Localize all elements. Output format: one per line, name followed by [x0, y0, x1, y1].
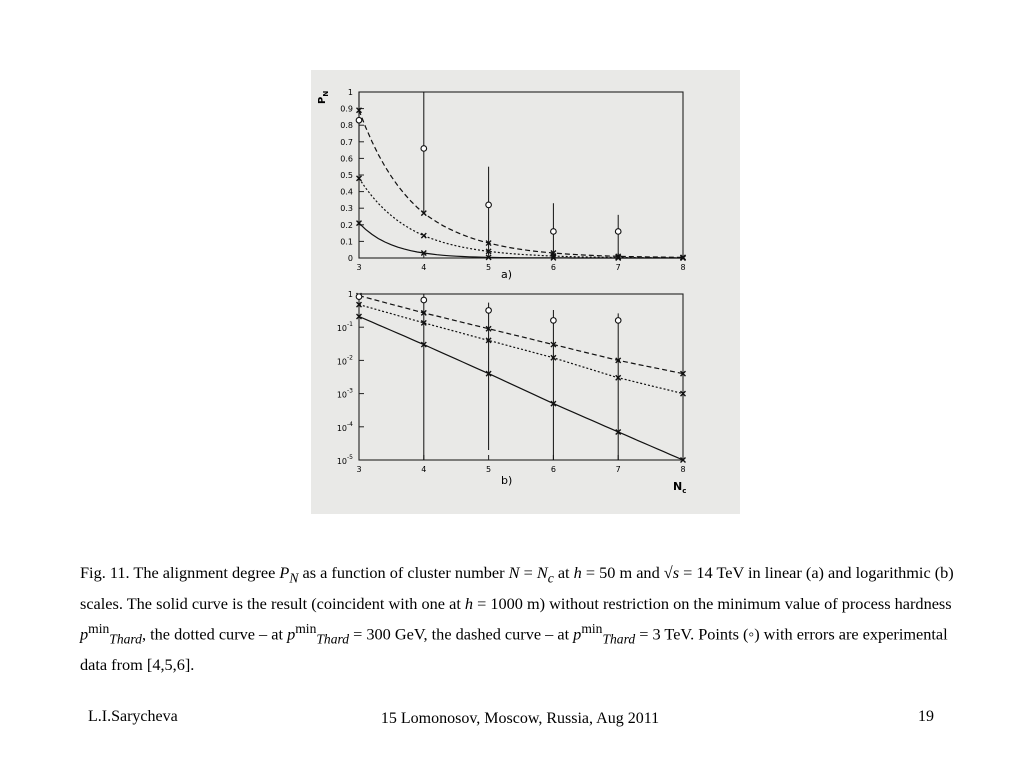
panel-a-xtick-label: 5 [486, 263, 492, 272]
panel-b-ytick-label: $10^{-2}$ [336, 354, 353, 367]
panel-b-data-point [486, 308, 492, 314]
caption-var: p [80, 624, 89, 644]
caption-var: h [464, 593, 474, 613]
panel-a-frame [359, 92, 683, 258]
panel-a-xtick-label: 6 [550, 263, 556, 272]
panel-a-xtick-label: 3 [356, 263, 362, 272]
panel-b-xtick-label: 8 [680, 465, 686, 474]
panel-a-data-point [421, 146, 427, 152]
caption-text: = 1000 m) without restriction on the minimum value of process hardness [473, 593, 952, 613]
panel-a-ytick-label: 0.9 [340, 104, 353, 114]
footer-event: 15 Lomonosov, Moscow, Russia, Aug 2011 [380, 710, 660, 727]
caption-sub: Thard [316, 631, 350, 647]
panel-a-dashed-curve [359, 110, 683, 257]
footer-author: L.I.Sarycheva [88, 708, 178, 725]
panel-b-data-point [421, 297, 427, 303]
panel-b-data-point [551, 318, 557, 324]
caption-sub: c [547, 570, 554, 586]
panel-a-data-point [615, 229, 621, 235]
caption-var: h [573, 563, 582, 582]
panel-a-xtick-label: 4 [421, 263, 427, 272]
caption-sup: min [88, 621, 110, 637]
caption-sub: Thard [109, 631, 142, 647]
panel-a-ytick-label: 0.7 [340, 137, 353, 147]
caption-text: , the dotted curve – at [141, 624, 288, 644]
panel-a-ytick-label: 0 [347, 254, 353, 263]
panel-a-data-point [551, 229, 557, 235]
caption-var: p [573, 624, 582, 644]
panel-a-data-point [486, 202, 492, 208]
panel-b-xtick-label: 4 [421, 465, 427, 474]
caption-sub: N [289, 570, 299, 586]
panel-b-xtick-label: 6 [550, 465, 556, 474]
panel-b-ytick-label: $10^{-5}$ [336, 454, 353, 466]
panel-a [317, 88, 686, 281]
panel-b-ytick-label: $10^{-1}$ [336, 321, 353, 334]
panel-b-xlabel: $N_c$ [673, 480, 687, 495]
figure-scan [311, 70, 740, 514]
caption-sub: Thard [602, 631, 636, 647]
caption-text: = 50 m and √ [581, 563, 673, 582]
panel-b-data-point [356, 294, 362, 300]
figure-svg [311, 70, 740, 514]
caption-var: P [279, 563, 290, 582]
caption-text: as a function of cluster number [298, 563, 509, 582]
caption-text: = 3 TeV. Points (◦) with errors are experimental data from [4,5,6]. [80, 624, 948, 675]
panel-b-dotted-curve [359, 305, 683, 394]
panel-a-ytick-label: 0.8 [340, 121, 353, 131]
caption-text: = [519, 563, 537, 582]
panel-b-xtick-label: 7 [615, 465, 621, 474]
panel-a-ylabel: $P_N$ [317, 90, 330, 104]
panel-a-xtick-label: 8 [680, 263, 686, 272]
panel-a-label: a) [501, 268, 513, 281]
figure-caption [80, 560, 960, 678]
panel-b-ytick-label: $10^{-4}$ [336, 420, 353, 433]
panel-a-dotted-curve [359, 178, 683, 257]
caption-text: = 300 GeV, the dashed curve – at [349, 624, 574, 644]
caption-sup: min [295, 621, 317, 637]
panel-b-data-point [615, 318, 621, 324]
panel-a-ytick-label: 0.5 [340, 171, 353, 180]
panel-a-solid-curve [359, 223, 683, 258]
panel-b-solid-curve [359, 317, 683, 461]
caption-sup: min [581, 621, 603, 637]
panel-b [337, 290, 687, 495]
caption-text: at [553, 563, 574, 582]
panel-a-ytick-label: 0.3 [340, 204, 353, 214]
panel-a-data-point [356, 117, 362, 123]
panel-b-frame [359, 294, 683, 460]
panel-b-label: b) [501, 474, 513, 487]
panel-b-xtick-label: 5 [486, 465, 492, 474]
panel-b-ytick-label: 1 [347, 290, 353, 299]
caption-var: N [536, 563, 548, 582]
panel-b-dashed-curve [359, 296, 683, 374]
panel-a-dotted-marker [421, 233, 426, 238]
footer-page-number: 19 [918, 708, 934, 725]
panel-b-xtick-label: 3 [356, 465, 362, 474]
panel-a-ytick-label: 0.1 [340, 237, 353, 247]
caption-text: = 14 TeV in linear (a) and logarithmic (b) scales. The solid curve is the result (coincident with one at [80, 563, 954, 613]
caption-var: N [508, 563, 520, 582]
panel-a-xtick-label: 7 [615, 263, 621, 272]
panel-a-ytick-label: 0.6 [340, 154, 353, 164]
panel-b-ytick-label: $10^{-3}$ [336, 387, 353, 400]
caption-text: Fig. 11. The alignment degree [80, 563, 280, 582]
panel-a-ytick-label: 0.2 [340, 220, 353, 230]
panel-a-ytick-label: 1 [347, 88, 353, 97]
caption-var: p [287, 624, 296, 644]
caption-var: s [672, 563, 680, 582]
panel-a-ytick-label: 0.4 [340, 187, 353, 197]
